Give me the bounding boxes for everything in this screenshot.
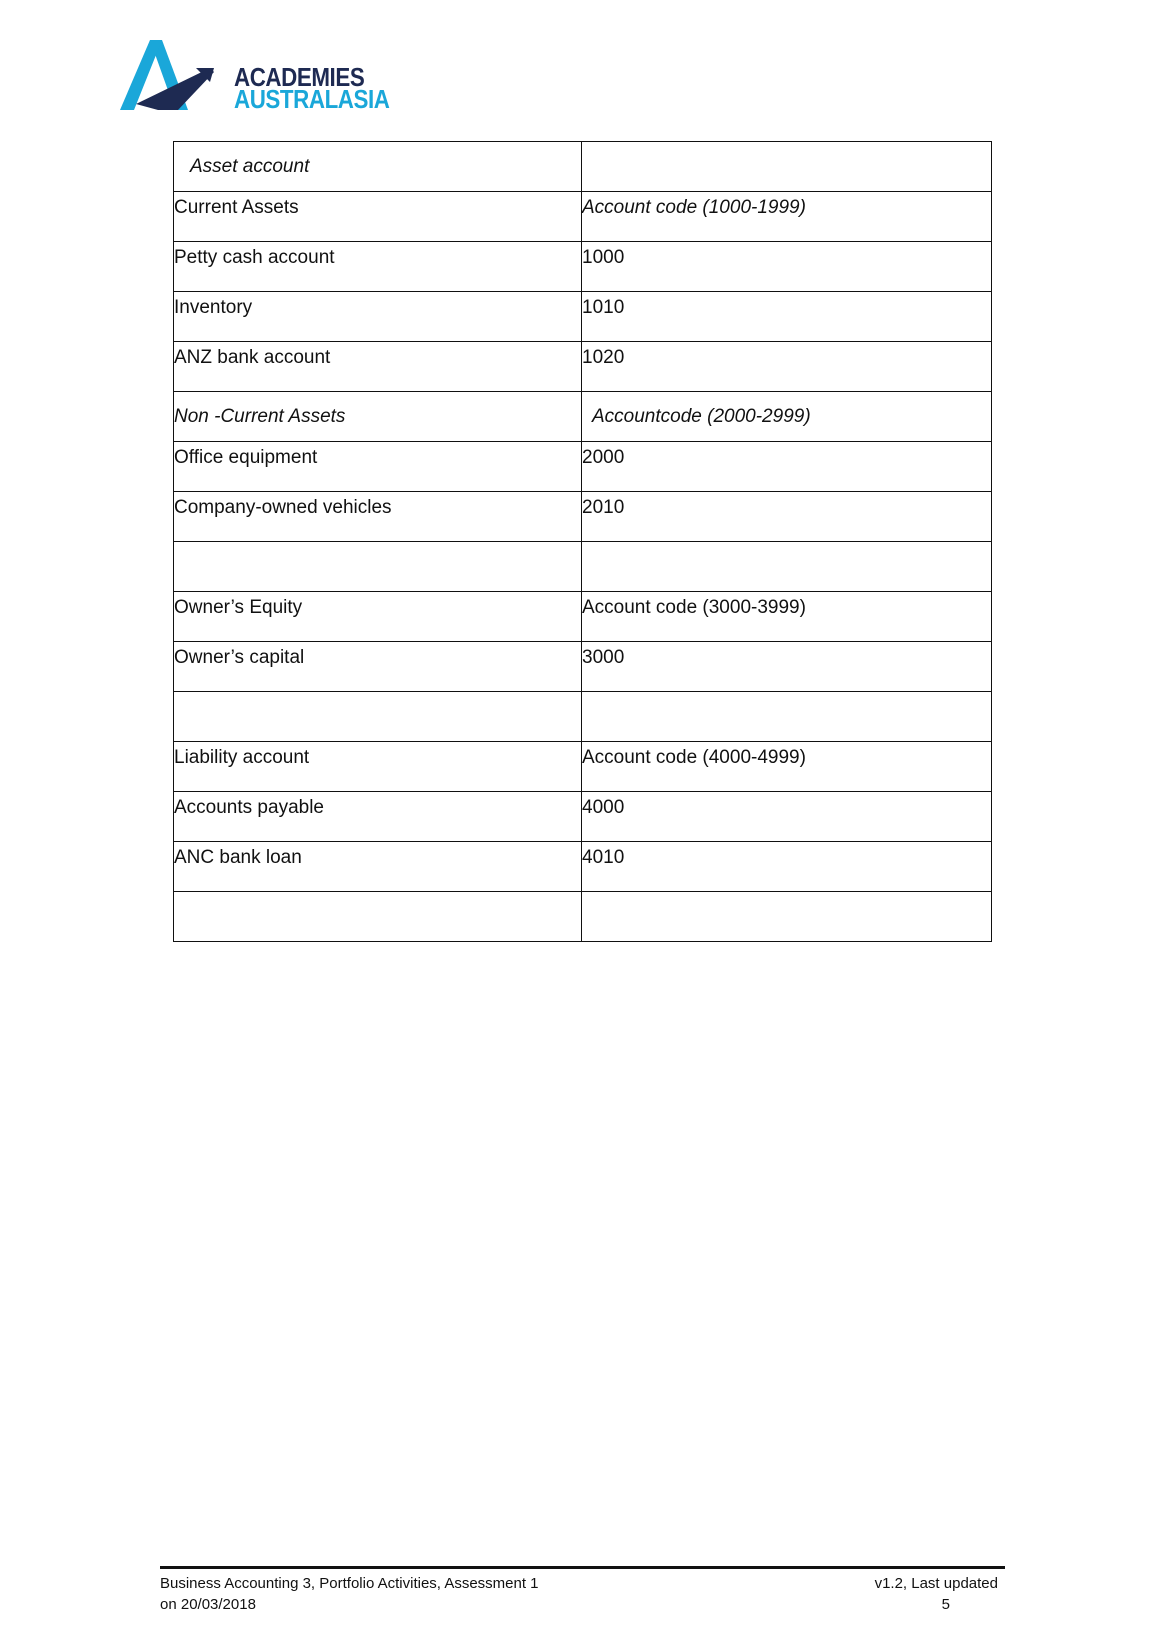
footer-divider <box>160 1566 1005 1569</box>
table-row <box>174 442 992 492</box>
table-row <box>174 642 992 692</box>
account-name-cell <box>174 542 582 592</box>
table-row <box>174 142 992 192</box>
account-name-cell: Company-owned vehicles <box>174 492 582 542</box>
table-row <box>174 892 992 942</box>
account-name-cell: Non -Current Assets <box>174 392 582 442</box>
table-row <box>174 692 992 742</box>
account-code-cell <box>582 142 992 192</box>
table-row <box>174 392 992 442</box>
account-name-cell <box>174 892 582 942</box>
chart-of-accounts-table <box>173 141 992 942</box>
account-code-cell <box>582 892 992 942</box>
table-row <box>174 842 992 892</box>
page-number: 5 <box>941 1596 950 1613</box>
account-code-cell: 4010 <box>582 842 992 892</box>
account-code-cell: Account code (4000-4999) <box>582 742 992 792</box>
footer-course-title: Business Accounting 3, Portfolio Activities, Assessment 1 <box>160 1575 539 1592</box>
table-row <box>174 192 992 242</box>
account-name-cell: Asset account <box>174 142 582 192</box>
account-code-cell: 1000 <box>582 242 992 292</box>
account-code-cell: 3000 <box>582 642 992 692</box>
table-row <box>174 592 992 642</box>
account-name-cell: Petty cash account <box>174 242 582 292</box>
account-code-cell: 1010 <box>582 292 992 342</box>
account-name-cell: Owner’s capital <box>174 642 582 692</box>
footer-date: on 20/03/2018 <box>160 1596 256 1613</box>
account-name-cell: Owner’s Equity <box>174 592 582 642</box>
footer-document-info <box>160 1573 600 1615</box>
account-code-cell: Accountcode (2000-2999) <box>582 392 992 442</box>
table-row <box>174 792 992 842</box>
account-name-cell: ANZ bank account <box>174 342 582 392</box>
logo-line-australasia: AUSTRALASIA <box>234 84 390 114</box>
account-code-cell: Account code (3000-3999) <box>582 592 992 642</box>
logo-line-academies: ACADEMIES <box>234 62 365 92</box>
account-code-cell: 4000 <box>582 792 992 842</box>
account-code-cell: 2010 <box>582 492 992 542</box>
account-name-cell: ANC bank loan <box>174 842 582 892</box>
account-code-cell <box>582 692 992 742</box>
account-name-cell: Liability account <box>174 742 582 792</box>
footer-version: v1.2, Last updated <box>874 1575 998 1592</box>
table-row <box>174 492 992 542</box>
account-code-cell: Account code (1000-1999) <box>582 192 992 242</box>
table-row <box>174 292 992 342</box>
footer-version-info <box>840 1573 998 1615</box>
table-row <box>174 242 992 292</box>
account-name-cell: Office equipment <box>174 442 582 492</box>
table-row <box>174 742 992 792</box>
table-row <box>174 342 992 392</box>
account-code-cell: 2000 <box>582 442 992 492</box>
account-name-cell: Inventory <box>174 292 582 342</box>
account-code-cell: 1020 <box>582 342 992 392</box>
account-name-cell: Accounts payable <box>174 792 582 842</box>
table-row <box>174 542 992 592</box>
logo-mark-icon <box>118 38 228 120</box>
logo-wordmark <box>234 62 415 114</box>
account-name-cell <box>174 692 582 742</box>
account-code-cell <box>582 542 992 592</box>
academies-australasia-logo <box>118 38 388 120</box>
account-name-cell: Current Assets <box>174 192 582 242</box>
